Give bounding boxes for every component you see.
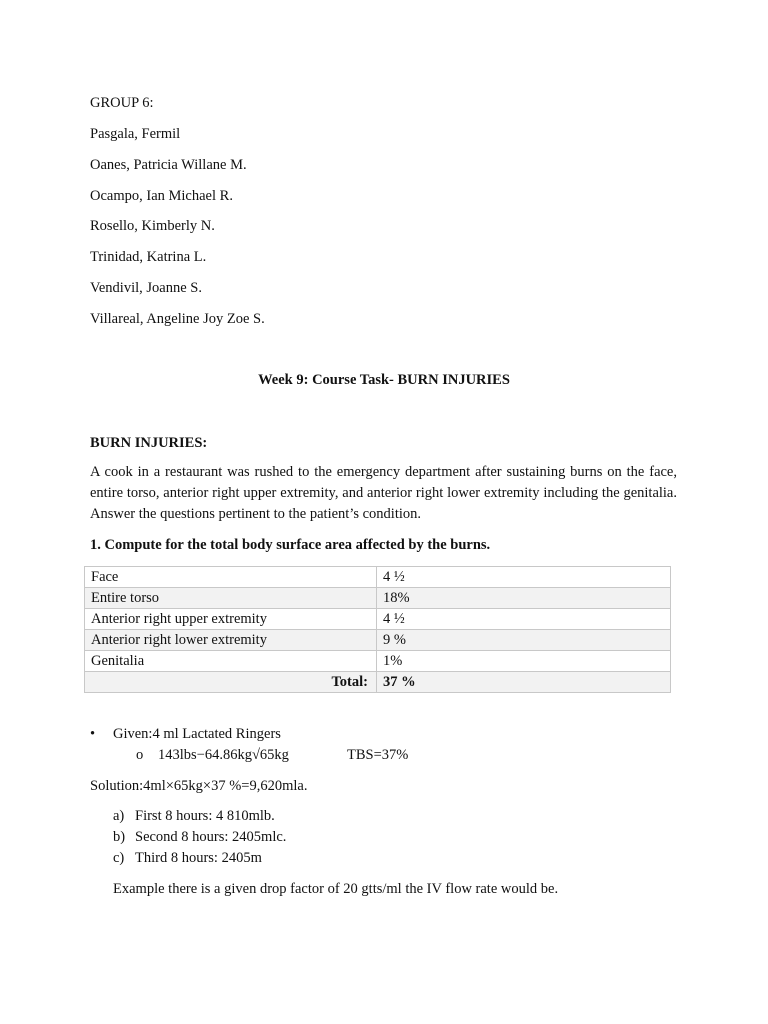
given-sub-item	[136, 746, 409, 764]
member-name: Ocampo, Ian Michael R.	[90, 188, 233, 204]
table-cell-area: Anterior right upper extremity	[85, 609, 377, 630]
table-cell-value: 9 %	[377, 630, 671, 651]
bullet-icon: •	[90, 726, 96, 742]
table-cell-area: Genitalia	[85, 651, 377, 672]
list-text: First 8 hours: 4 810mlb.	[135, 808, 275, 824]
given-text: Given:4 ml Lactated Ringers	[113, 726, 281, 742]
member-name: Trinidad, Katrina L.	[90, 249, 207, 265]
member-name: Oanes, Patricia Willane M.	[90, 157, 247, 173]
weight-conversion: 143lbs−64.86kg√65kg	[158, 747, 289, 763]
total-label: Total:	[85, 672, 377, 693]
table-row	[85, 588, 671, 609]
table-row	[85, 630, 671, 651]
list-item	[113, 806, 275, 827]
example-text: Example there is a given drop factor of 20 gtts/ml the IV flow rate would be.	[113, 881, 559, 897]
bsa-table	[84, 566, 671, 693]
table-cell-area: Face	[85, 567, 377, 588]
table-row	[85, 567, 671, 588]
question-1: 1. Compute for the total body surface area affected by the burns.	[90, 537, 491, 553]
table-cell-value: 4 ½	[377, 609, 671, 630]
list-item	[113, 827, 286, 848]
sub-bullet-marker: o	[136, 747, 144, 763]
table-cell-value: 1%	[377, 651, 671, 672]
given-bullet	[90, 725, 281, 743]
table-cell-value: 4 ½	[377, 567, 671, 588]
list-marker: c)	[113, 850, 125, 866]
table-cell-value: 18%	[377, 588, 671, 609]
member-name: Rosello, Kimberly N.	[90, 218, 215, 234]
list-item	[113, 848, 262, 869]
tbs-value: TBS=37%	[347, 747, 409, 763]
total-value: 37 %	[377, 672, 671, 693]
table-total-row	[85, 672, 671, 693]
member-name: Pasgala, Fermil	[90, 126, 181, 142]
table-row	[85, 651, 671, 672]
member-name: Vendivil, Joanne S.	[90, 280, 202, 296]
list-text: Third 8 hours: 2405m	[135, 850, 262, 866]
list-text: Second 8 hours: 2405mlc.	[135, 829, 287, 845]
group-label: GROUP 6:	[90, 95, 154, 111]
scenario-paragraph: A cook in a restaurant was rushed to the emergency department after sustaining burns on the face, entire torso, anterior right upper extremity, and anterior right lower extremity including the genitalia. Answer the questions pertinent to the patient’s condition.	[90, 464, 677, 522]
list-marker: b)	[113, 829, 126, 845]
table-cell-area: Anterior right lower extremity	[85, 630, 377, 651]
solution-line: Solution:4ml×65kg×37 %=9,620mla.	[90, 778, 308, 794]
document-title: Week 9: Course Task- BURN INJURIES	[258, 372, 510, 388]
section-heading: BURN INJURIES:	[90, 435, 208, 451]
member-name: Villareal, Angeline Joy Zoe S.	[90, 311, 265, 327]
table-cell-area: Entire torso	[85, 588, 377, 609]
table-row	[85, 609, 671, 630]
list-marker: a)	[113, 808, 125, 824]
